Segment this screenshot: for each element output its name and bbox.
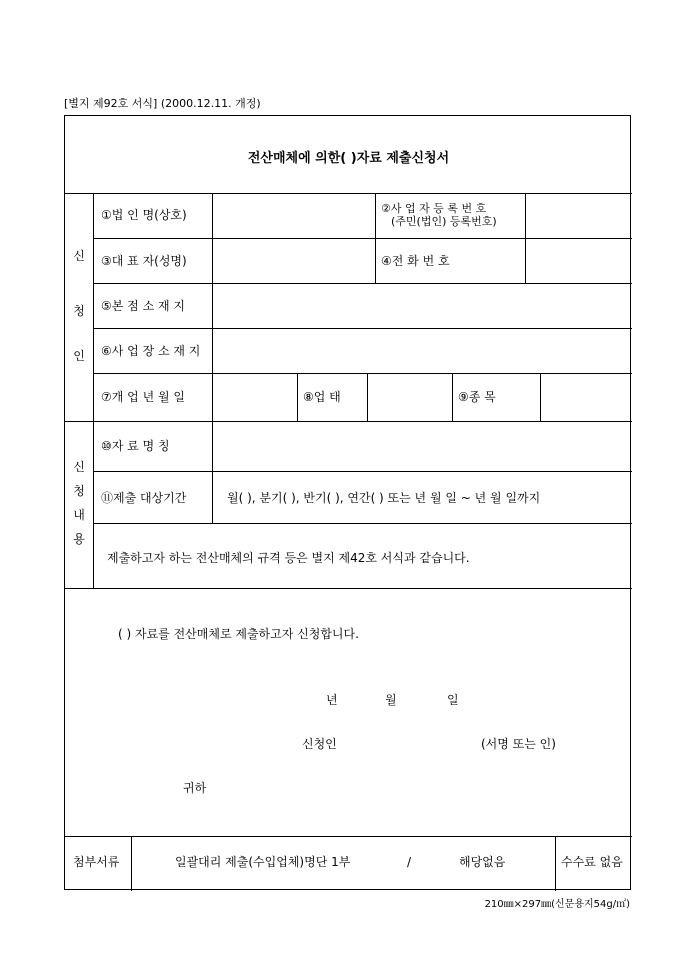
representative-field[interactable] bbox=[213, 239, 374, 283]
declaration-statement: ( ) 자료를 전산매체로 제출하고자 신청합니다. bbox=[118, 627, 359, 641]
corp-name-label: ①법 인 명(상호) bbox=[101, 208, 187, 222]
attachment-slash: / bbox=[407, 855, 412, 869]
attachment-na: 해당없음 bbox=[459, 855, 506, 869]
applicant-caption: 신청인 bbox=[302, 737, 337, 751]
application-form bbox=[64, 115, 631, 890]
biz-reg-no-sublabel: (주민(법인) 등록번호) bbox=[391, 215, 497, 228]
head-office-field[interactable] bbox=[213, 284, 631, 328]
attachment-doc: 일괄대리 제출(수입업체)명단 1부 bbox=[175, 855, 351, 869]
data-name-field[interactable] bbox=[213, 422, 631, 471]
biz-reg-no-label: ②사 업 자 등 록 번 호 bbox=[381, 202, 487, 215]
item-label: ⑨종 목 bbox=[458, 390, 496, 404]
head-office-label: ⑤본 점 소 재 지 bbox=[101, 299, 185, 313]
item-field[interactable] bbox=[541, 374, 631, 421]
applicant-label-2: 청 bbox=[73, 304, 85, 318]
opening-date-label: ⑦개 업 년 월 일 bbox=[101, 390, 185, 404]
content-label-4: 용 bbox=[73, 532, 85, 546]
biz-reg-no-field[interactable] bbox=[526, 194, 631, 238]
data-name-label: ⑩자 료 명 칭 bbox=[101, 439, 170, 453]
signature-caption: (서명 또는 인) bbox=[481, 737, 556, 751]
content-label-1: 신 bbox=[73, 460, 85, 474]
opening-date-field[interactable] bbox=[213, 374, 296, 421]
period-value: 월( ), 분기( ), 반기( ), 연간( ) 또는 년 월 일 ~ 년 월 일까지 bbox=[227, 491, 541, 505]
phone-label: ④전 화 번 호 bbox=[381, 254, 450, 268]
business-type-label: ⑧업 태 bbox=[303, 390, 341, 404]
biz-place-field[interactable] bbox=[213, 329, 631, 373]
form-title: 전산매체에 의한( )자료 제출신청서 bbox=[247, 151, 450, 166]
business-type-field[interactable] bbox=[368, 374, 451, 421]
date-month: 월 bbox=[385, 693, 397, 707]
fee-note: 수수료 없음 bbox=[561, 855, 623, 869]
attachment-label: 첨부서류 bbox=[73, 855, 120, 869]
representative-label: ③대 표 자(성명) bbox=[101, 254, 187, 268]
paper-spec: 210㎜×297㎜(신문용지54g/㎡) bbox=[484, 899, 630, 910]
content-label-3: 내 bbox=[73, 508, 85, 522]
corp-name-field[interactable] bbox=[213, 194, 374, 238]
spec-note: 제출하고자 하는 전산매체의 규격 등은 별지 제42호 서식과 같습니다. bbox=[107, 551, 470, 565]
phone-field[interactable] bbox=[526, 239, 631, 283]
date-year: 년 bbox=[326, 693, 338, 707]
biz-place-label: ⑥사 업 장 소 재 지 bbox=[101, 344, 201, 358]
date-day: 일 bbox=[447, 693, 459, 707]
form-number-note: [별지 제92호 서식] (2000.12.11. 개정) bbox=[64, 97, 261, 110]
content-label-2: 청 bbox=[73, 484, 85, 498]
applicant-label-3: 인 bbox=[73, 349, 85, 363]
addressee: 귀하 bbox=[183, 781, 207, 795]
applicant-label-1: 신 bbox=[73, 249, 85, 263]
period-label: ⑪제출 대상기간 bbox=[101, 491, 187, 505]
